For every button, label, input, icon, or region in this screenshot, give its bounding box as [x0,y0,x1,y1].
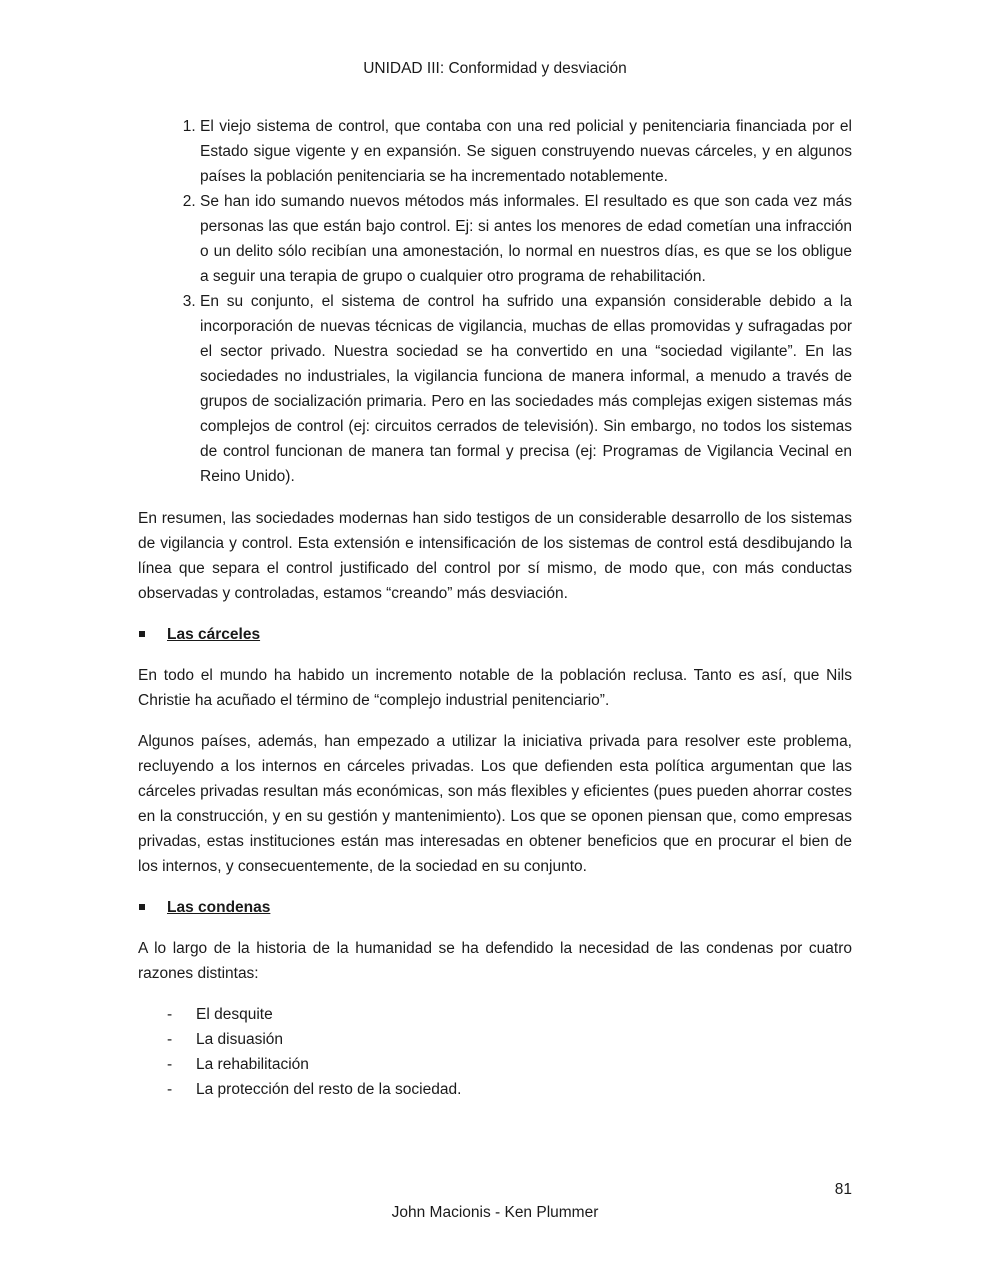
numbered-list [138,114,852,489]
section-heading-text: Las cárceles [167,626,261,643]
running-header: UNIDAD III: Conformidad y desviación [363,60,627,77]
dash-marker: - [167,1081,173,1098]
square-bullet-icon [139,631,145,637]
dash-marker: - [167,1006,173,1023]
dash-list-item [138,1027,852,1052]
summary-paragraph: En resumen, las sociedades modernas han sido testigos de un considerable desarrollo de los sistemas de vigilancia y control. Esta extensión e intensificación de los sistemas de control está desdibujando la línea que separa el control justificado del control por sí mismo, de modo que, con más conductas observadas y controladas, estamos “creando” más desviación. [138,510,852,602]
section-heading-condenas [138,895,852,920]
dash-list-item [138,1002,852,1027]
dash-list [138,1002,852,1102]
carceles-paragraph-2: Algunos países, además, han empezado a utilizar la iniciativa privada para resolver este problema, recluyendo a los internos en cárceles privadas. Los que defienden esta política argumentan que las cárceles privadas resultan más económicas, son más flexibles y eficientes (pues pueden ahorrar costes en la construcción, y en su gestión y mantenimiento). Los que se oponen piensan que, como empresas privadas, estas instituciones están mas interesadas en obtener beneficios que en procurar el bien de los internos, y consecuentemente, de la sociedad en su conjunto. [138,733,852,875]
section-heading-text: Las condenas [167,899,271,916]
dash-list-item-text: La disuasión [196,1031,284,1048]
dash-list-item-text: La rehabilitación [196,1056,309,1073]
square-bullet-icon [139,904,145,910]
running-footer: John Macionis - Ken Plummer [391,1204,599,1221]
page-number: 81 [834,1181,852,1198]
dash-marker: - [167,1031,173,1048]
numbered-list-item-1: 1. El viejo sistema de control, que contaba con una red policial y penitenciaria financiada por el Estado sigue vigente y en expansión. Se siguen construyendo nuevas cárceles, y en algunos países la población penitenciaria se ha incrementado notablemente. [200,114,852,189]
condenas-intro: A lo largo de la historia de la humanidad se ha defendido la necesidad de las condenas por cuatro razones distintas: [138,940,852,982]
dash-marker: - [167,1056,173,1073]
page-body [138,114,852,1102]
dash-list-item [138,1052,852,1077]
dash-list-item-text: El desquite [196,1006,273,1023]
numbered-list-item-3: 3. En su conjunto, el sistema de control ha sufrido una expansión considerable debido a la incorporación de nuevas técnicas de vigilancia, muchas de ellas promovidas y sufragadas por el sector privado. Nuestra sociedad se ha convertido en una “sociedad vigilante”. En las sociedades no industriales, la vigilancia funciona de manera informal, a menudo a través de grupos de socialización primaria. Pero en las sociedades más complejas exigen sistemas más complejos de control (ej: circuitos cerrados de televisión). Sin embargo, no todos los sistemas de control funcionan de manera tan formal y precisa (ej: Programas de Vigilancia Vecinal en Reino Unido). [200,289,852,489]
dash-list-item [138,1077,852,1102]
section-heading-carceles [138,622,852,647]
carceles-paragraph-1: En todo el mundo ha habido un incremento notable de la población reclusa. Tanto es así, que Nils Christie ha acuñado el término de “complejo industrial penitenciario”. [138,667,852,709]
numbered-list-item-2: 2. Se han ido sumando nuevos métodos más informales. El resultado es que son cada vez más personas las que están bajo control. Ej: si antes los menores de edad cometían una infracción o un delito sólo recibían una amonestación, lo normal en nuestros días, es que se los obligue a seguir una terapia de grupo o cualquier otro programa de rehabilitación. [200,189,852,289]
dash-list-item-text: La protección del resto de la sociedad. [196,1081,462,1098]
